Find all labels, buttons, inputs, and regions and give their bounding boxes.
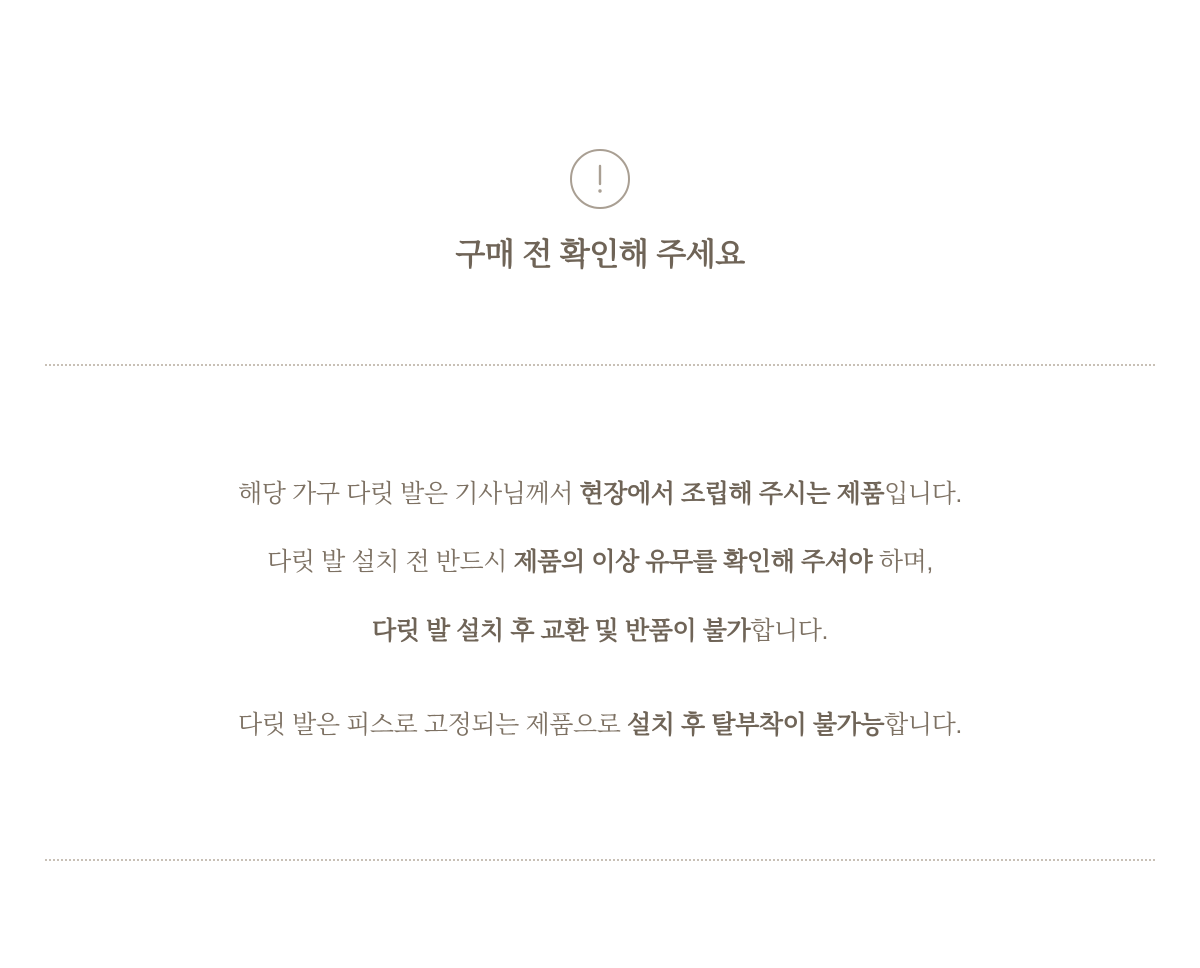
notice-emphasis: 다릿 발 설치 후 교환 및 반품이 불가 — [371, 617, 751, 646]
notice-text: 하며, — [872, 548, 933, 577]
notice-text: 합니다. — [750, 617, 829, 646]
notice-text: 입니다. — [884, 479, 962, 508]
notice-body — [45, 366, 1155, 859]
notice-text: 다릿 발은 피스로 고정되는 제품으로 — [238, 710, 628, 739]
notice-emphasis: 제품의 이상 유무를 확인해 주셔야 — [513, 548, 873, 577]
notice-line — [45, 610, 1155, 654]
notice-text: 다릿 발 설치 전 반드시 — [267, 548, 514, 577]
divider-bottom — [45, 859, 1155, 861]
notice-text: 해당 가구 다릿 발은 기사님께서 — [238, 479, 580, 508]
notice-text: 합니다. — [884, 710, 962, 739]
notice-emphasis: 설치 후 탈부착이 불가능 — [627, 710, 885, 739]
exclamation-circle-icon — [568, 148, 632, 211]
notice-line — [45, 541, 1155, 585]
notice-emphasis: 현장에서 조립해 주시는 제품 — [579, 479, 885, 508]
notice-line — [45, 704, 1155, 748]
notice-line — [45, 473, 1155, 517]
notice-title: 구매 전 확인해 주세요 — [455, 236, 745, 272]
